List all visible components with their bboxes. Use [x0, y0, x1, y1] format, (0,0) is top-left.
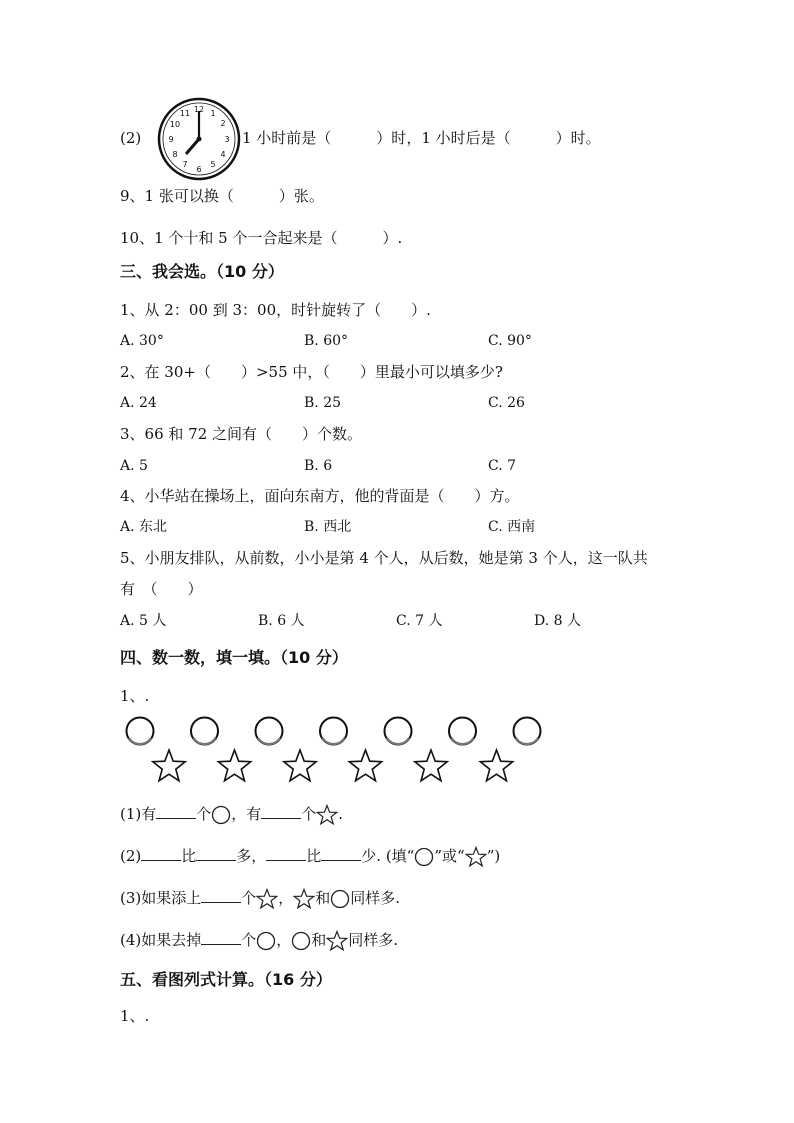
s3-q5-option-c: C. 7 人	[396, 613, 443, 629]
svg-text:8: 8	[172, 150, 178, 159]
circle-icon	[127, 718, 154, 745]
s3-q2-option-a: A. 24	[120, 395, 157, 411]
svg-text:7: 7	[182, 160, 188, 169]
blank-3[interactable]	[141, 846, 181, 861]
circle-icon	[256, 931, 276, 951]
section3-heading: 三、我会选。（10 分）	[120, 262, 284, 281]
star-icon	[465, 846, 487, 868]
s3-q2-option-c: C. 26	[488, 395, 525, 411]
q8-2-text	[242, 128, 601, 148]
star-icon	[349, 750, 381, 781]
blank-5[interactable]	[266, 846, 306, 861]
s3-q4-option-b: B. 西北	[304, 519, 352, 535]
s3-q1-option-b: B. 60°	[304, 333, 349, 349]
s3-q1-text: 1、从 2：00 到 3：00，时针旋转了（ ）.	[120, 301, 431, 319]
star-icon	[284, 750, 316, 781]
star-icon	[480, 750, 512, 781]
circle-icon	[191, 718, 218, 745]
s4-l2-a: (2)	[120, 847, 142, 865]
s4-l3-a: (3)如果添上	[120, 889, 202, 907]
s3-q1-option-c: C. 90°	[488, 333, 532, 349]
s4-l1-a: (1)有	[120, 805, 157, 823]
star-icon	[218, 750, 250, 781]
blank-4[interactable]	[196, 846, 236, 861]
circle-icon	[256, 718, 283, 745]
circle-icon	[330, 889, 350, 909]
star-icon	[293, 888, 315, 910]
star-icon	[153, 750, 185, 781]
s4-l4-a: (4)如果去掉	[120, 931, 202, 949]
s4-fill-line4	[120, 930, 398, 952]
s4-l2-g: ”)	[486, 847, 501, 865]
circle-icon	[211, 805, 231, 825]
circle-icon	[291, 931, 311, 951]
star-icon	[256, 888, 278, 910]
s3-q5-text-line2: 有 （ ）	[120, 580, 203, 598]
q8-2-prefix	[120, 128, 141, 148]
s4-l4-d: 和	[311, 931, 327, 949]
svg-text:9: 9	[168, 135, 174, 144]
s4-l1-b: 个	[196, 805, 212, 823]
circle-icon	[320, 718, 347, 745]
svg-text:12: 12	[193, 105, 205, 114]
s4-l3-d: 和	[315, 889, 331, 907]
svg-text:4: 4	[220, 150, 226, 159]
blank-6[interactable]	[321, 846, 361, 861]
s3-q1-option-a: A. 30°	[120, 333, 164, 349]
s3-q3-option-c: C. 7	[488, 458, 517, 474]
s4-fill-line2	[120, 846, 500, 868]
blank-2[interactable]	[261, 804, 301, 819]
s3-q4-option-c: C. 西南	[488, 519, 536, 535]
s4-l4-c: ，	[276, 931, 292, 949]
s3-q5-option-d: D. 8 人	[534, 613, 581, 629]
s4-l3-b: 个	[241, 889, 257, 907]
s4-l1-d: 个	[301, 805, 317, 823]
blank-7[interactable]	[201, 888, 241, 903]
star-icon	[415, 750, 447, 781]
s4-q1-label: 1、.	[120, 687, 150, 705]
svg-text:10: 10	[169, 120, 181, 129]
stars-row	[150, 748, 546, 788]
q8-2-prefix-text: (2)	[120, 129, 142, 147]
s4-l2-f: ”或“	[434, 847, 465, 865]
svg-text:2: 2	[220, 119, 226, 128]
s3-q4-text: 4、小华站在操场上，面向东南方，他的背面是（ ）方。	[120, 487, 520, 505]
section5-heading: 五、看图列式计算。（16 分）	[120, 970, 332, 989]
s3-q5-option-a: A. 5 人	[120, 613, 167, 629]
s4-l3-c: ，	[278, 889, 294, 907]
s4-l1-e: .	[338, 805, 344, 823]
svg-text:5: 5	[210, 160, 216, 169]
circles-row	[124, 714, 579, 752]
star-icon	[326, 930, 348, 952]
blank-1[interactable]	[156, 804, 196, 819]
s3-q3-option-a: A. 5	[120, 458, 148, 474]
circle-icon	[385, 718, 412, 745]
s4-l4-e: 同样多.	[348, 931, 399, 949]
s4-l4-b: 个	[241, 931, 257, 949]
s4-fill-line1	[120, 804, 343, 826]
s3-q5-option-b: B. 6 人	[258, 613, 305, 629]
svg-text:6: 6	[196, 165, 202, 174]
stars-svg	[150, 748, 546, 784]
s3-q3-text: 3、66 和 72 之间有（ ）个数。	[120, 425, 363, 443]
circle-icon	[514, 718, 541, 745]
s4-l2-c: 多，	[236, 847, 267, 865]
s4-l3-e: 同样多.	[350, 889, 401, 907]
s4-fill-line3	[120, 888, 400, 910]
section4-heading: 四、数一数，填一填。（10 分）	[120, 648, 348, 667]
s3-q2-option-b: B. 25	[304, 395, 342, 411]
clock-icon	[157, 97, 241, 181]
s4-l1-c: ，有	[231, 805, 262, 823]
s3-q5-text-line1: 5、小朋友排队，从前数，小小是第 4 个人，从后数，她是第 3 个人，这一队共	[120, 549, 648, 567]
s5-q1-label: 1、.	[120, 1007, 150, 1025]
star-icon	[316, 804, 338, 826]
q9-text: 9、1 张可以换（ ）张。	[120, 187, 324, 205]
circles-svg	[124, 714, 579, 748]
s4-l2-b: 比	[181, 847, 197, 865]
s4-l2-d: 比	[306, 847, 322, 865]
blank-8[interactable]	[201, 930, 241, 945]
circle-icon	[414, 847, 434, 867]
s3-q2-text: 2、在 30+（ ）>55 中，（ ）里最小可以填多少?	[120, 363, 503, 381]
s3-q4-option-a: A. 东北	[120, 519, 168, 535]
svg-text:11: 11	[179, 109, 191, 118]
s3-q3-option-b: B. 6	[304, 458, 333, 474]
q8-2-question: 1 小时前是（ ）时，1 小时后是（ ）时。	[242, 129, 601, 147]
svg-text:1: 1	[210, 109, 216, 118]
s4-l2-e: 少. (填“	[361, 847, 415, 865]
svg-text:3: 3	[224, 135, 230, 144]
circle-icon	[449, 718, 476, 745]
q10-text: 10、1 个十和 5 个一合起来是（ ）.	[120, 229, 403, 247]
